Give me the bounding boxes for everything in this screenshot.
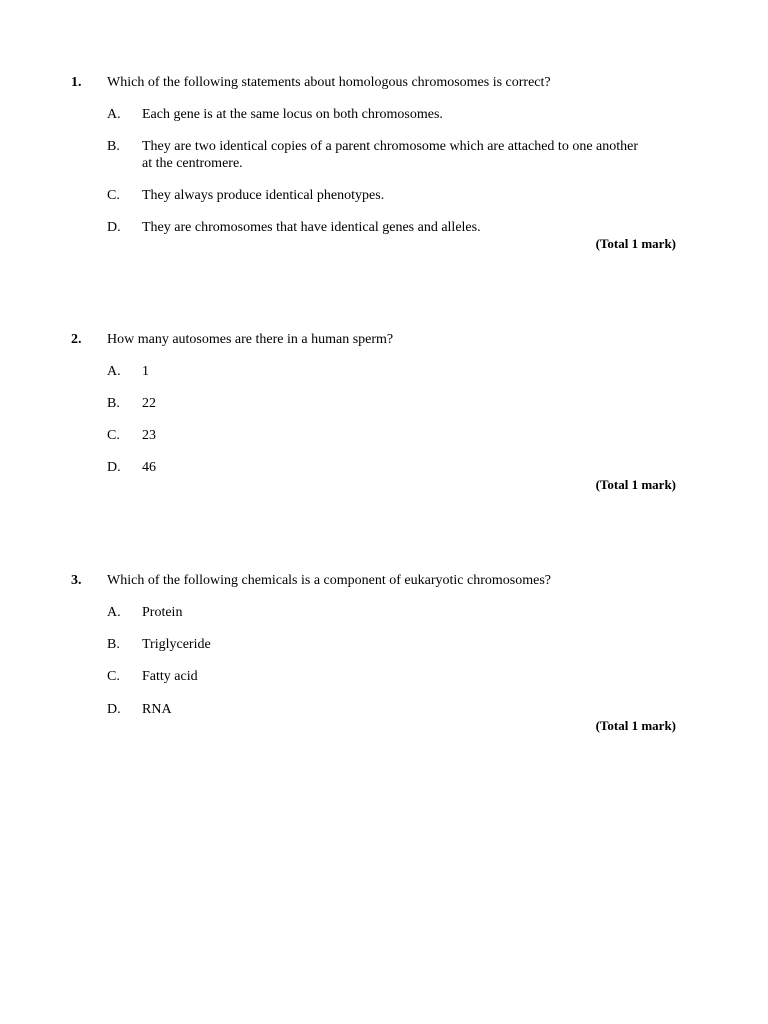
option-letter: C. [107,669,120,684]
total-mark: (Total 1 mark) [595,477,676,492]
option-letter: B. [107,396,120,411]
option-letter: B. [107,139,120,154]
option-letter: D. [107,460,121,475]
option-text: Fatty acid [142,669,198,684]
option-text: Each gene is at the same locus on both chromosomes. [142,107,443,122]
total-mark: (Total 1 mark) [595,236,676,251]
option-text: RNA [142,702,172,717]
option-letter: C. [107,188,120,203]
option-letter: A. [107,605,121,620]
option-letter: C. [107,428,120,443]
question-number: 3. [71,573,82,588]
option-letter: D. [107,702,121,717]
total-mark: (Total 1 mark) [595,718,676,733]
option-text: 23 [142,428,156,443]
question-number: 1. [71,75,82,90]
option-text: 46 [142,460,156,475]
option-text: They always produce identical phenotypes. [142,188,385,203]
option-letter: B. [107,637,120,652]
option-text: They are chromosomes that have identical genes and alleles. [142,220,481,235]
option-text: They are two identical copies of a parent chromosome which are attached to one another at the centromere. [142,139,639,171]
option-text: Protein [142,605,183,620]
option-letter: A. [107,364,121,379]
option-text: 1 [142,364,149,379]
option-letter: A. [107,107,121,122]
option-letter: D. [107,220,121,235]
question-text: Which of the following statements about homologous chromosomes is correct? [107,75,551,90]
question-text: How many autosomes are there in a human sperm? [107,332,394,347]
question-text: Which of the following chemicals is a component of eukaryotic chromosomes? [107,573,551,588]
option-text: Triglyceride [142,637,211,652]
question-number: 2. [71,332,82,347]
option-text: 22 [142,396,156,411]
